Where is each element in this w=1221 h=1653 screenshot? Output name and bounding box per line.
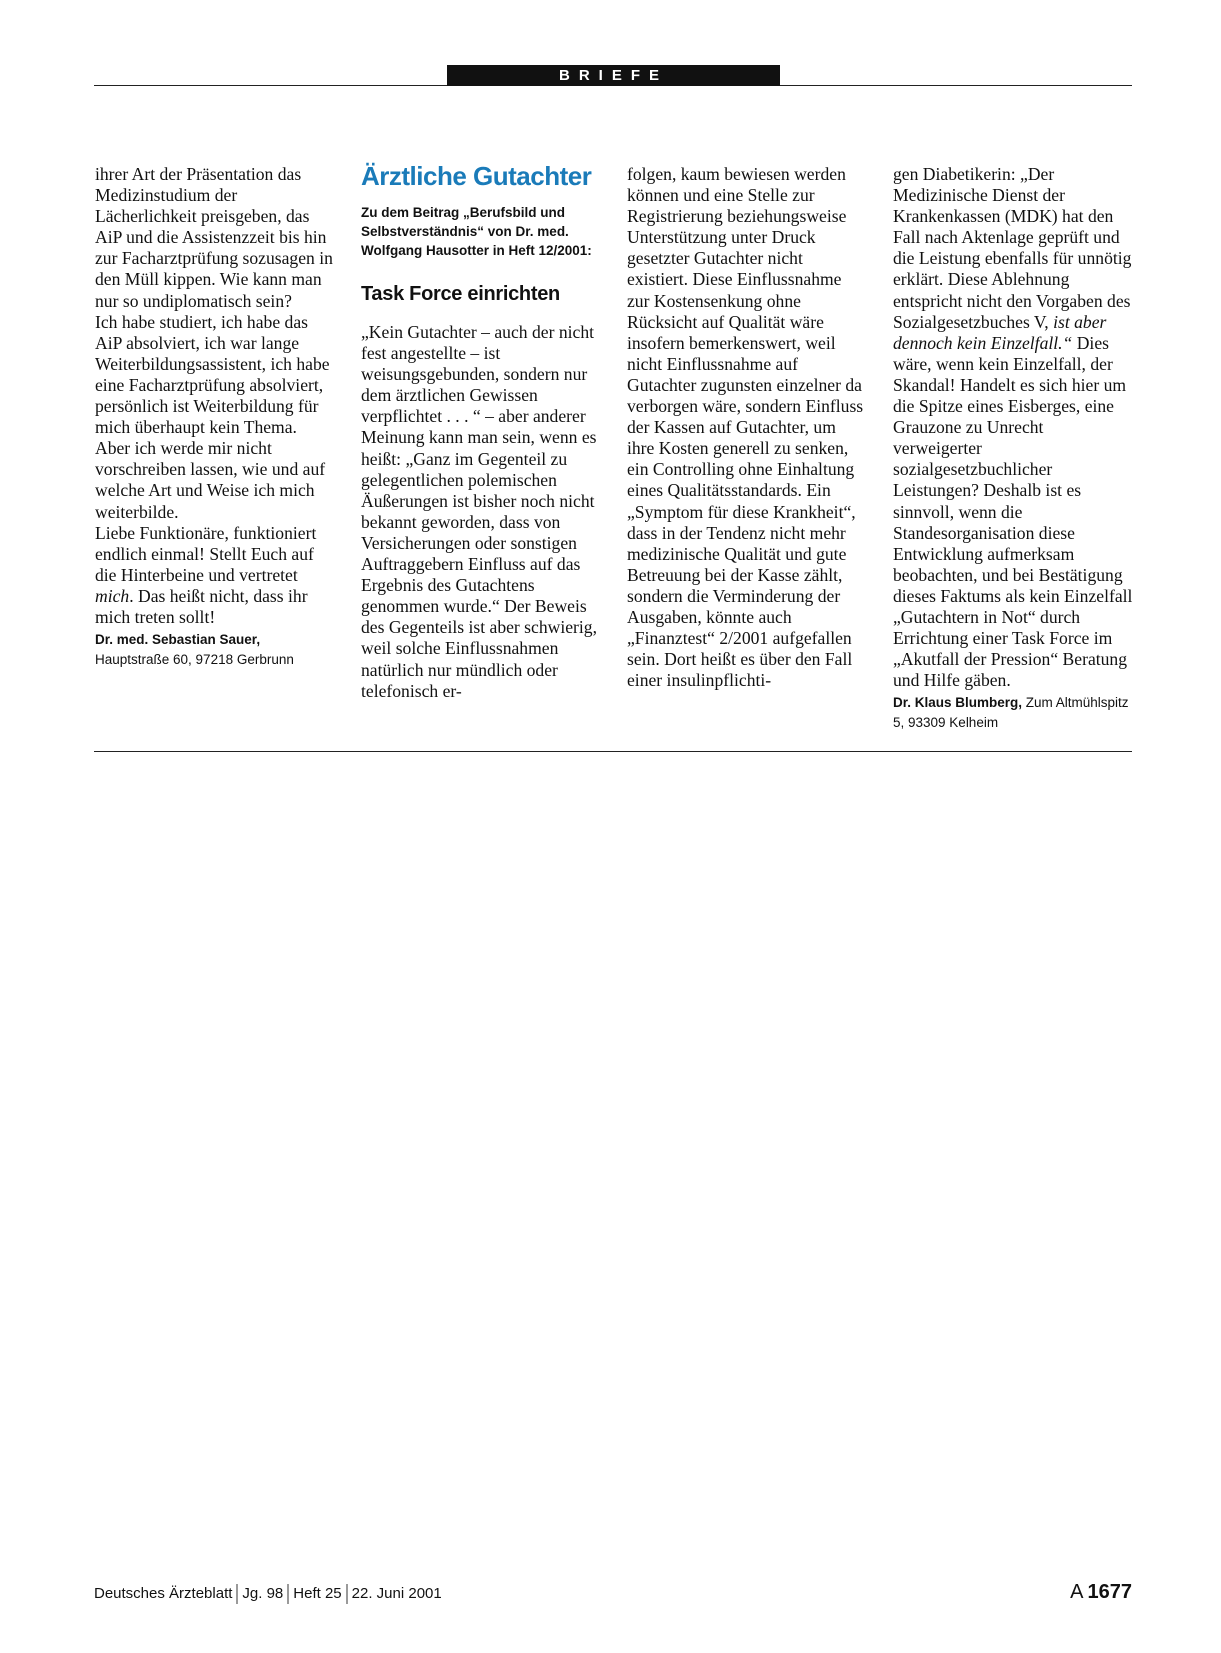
letter-paragraph: Ich habe studiert, ich habe das AiP absolviert, ich war lange Weiterbildungsassistent, ich habe eine Facharztprüfung absolviert, persönlich ist Weiterbildung für mich überhaupt kein Thema. Aber ich werde mir nicht vorschreiben lassen, wie und auf welche Art und Weise ich mich weiterbilde. xyxy=(95,311,330,522)
article-column-2 xyxy=(361,161,601,702)
footer-separator xyxy=(236,1584,238,1604)
journal-volume: Jg. 98 xyxy=(242,1585,284,1602)
page-prefix: A xyxy=(1070,1581,1084,1603)
section-header: BRIEFE xyxy=(447,65,780,86)
footer-separator xyxy=(287,1584,289,1604)
bottom-rule xyxy=(94,751,1132,752)
journal-date: 22. Juni 2001 xyxy=(351,1585,442,1602)
page-footer xyxy=(94,1584,442,1604)
article-column-3 xyxy=(627,164,867,691)
journal-issue: Heft 25 xyxy=(293,1585,342,1602)
signature-address: Zum Altmühlspitz 5, 93309 Kelheim xyxy=(893,695,1129,731)
emphasis: ist aber dennoch kein Einzelfall.“ xyxy=(893,311,1107,353)
letter-column-1 xyxy=(95,164,335,670)
signature-name: Dr. med. Sebastian Sauer, xyxy=(95,632,261,648)
article-title: Ärztliche Gutachter xyxy=(361,161,592,191)
article-signature xyxy=(893,693,1133,733)
article-column-4 xyxy=(893,164,1133,733)
letter-signature xyxy=(95,630,335,670)
article-body: „Kein Gutachter – auch der nicht fest angestellte – ist weisungsgebunden, sondern nur dem ärztlichen Gewissen verpflichtet . . . “ – aber anderer Meinung kann man sein, wenn es heißt: „Ganz im Gegenteil zu gelegentlichen polemischen Äußerungen ist bisher noch nicht bekannt geworden, dass von Versicherungen oder sonstigen Auftraggebern Einfluss auf das Ergebnis des Gutachtens genommen wurde.“ Der Beweis des Gegenteils ist aber schwierig, weil solche Einflussnahmen natürlich nur mündlich oder telefonisch er- xyxy=(361,322,597,701)
journal-name: Deutsches Ärzteblatt xyxy=(94,1585,233,1602)
letter-paragraph: Liebe Funktionäre, funktioniert endlich einmal! Stellt Euch auf die Hinterbeine und vertretet mich. Das heißt nicht, dass ihr mich treten sollt! xyxy=(95,522,317,627)
signature-name: Dr. Klaus Blumberg, xyxy=(893,695,1023,711)
signature-address: Hauptstraße 60, 97218 Gerbrunn xyxy=(95,652,294,668)
article-body: gen Diabetikerin: „Der Medizinische Dienst der Krankenkassen (MDK) hat den Fall nach Aktenlage geprüft und die Leistung ebenfalls für unnötig erklärt. Diese Ablehnung entspricht nicht den Vorgaben des Sozialgesetzbuches V, ist aber dennoch kein Einzelfall.“ Dies wäre, wenn kein Einzelfall, der Skandal! Handelt es sich hier um die Spitze eines Eisberges, eine Grauzone zu Unrecht verweigerter sozialgesetzbuchlicher Leistungen? Deshalb ist es sinnvoll, wenn die Standesorganisation diese Entwicklung aufmerksam beobachten, und bei Bestätigung dieses Faktums als kein Einzelfall „Gutachtern in Not“ durch Errichtung einer Task Force im „Akutfall der Pression“ Beratung und Hilfe gäben. xyxy=(893,164,1133,691)
letter-paragraph: ihrer Art der Präsentation das Medizinstudium der Lächerlichkeit preisgeben, das AiP und die Assistenzzeit bis hin zur Facharztprüfung sozusagen in den Müll kippen. Wie kann man nur so undiplomatisch sein? xyxy=(95,164,333,311)
article-body: folgen, kaum bewiesen werden können und eine Stelle zur Registrierung beziehungsweise Unterstützung unter Druck gesetzter Gutachter nicht existiert. Diese Einflussnahme zur Kostensenkung ohne Rücksicht auf Qualität wäre insofern bemerkenswert, weil nicht Einflussnahme auf Gutachter zugunsten einzelner da verborgen wäre, sondern Einfluss der Kassen auf Gutachter, um ihre Kosten generell zu senken, ein Controlling ohne Einhaltung eines Qualitätsstandards. Ein „Symptom für diese Krankheit“, dass in der Tendenz nicht mehr medizinische Qualität und gute Betreuung bei der Kasse zählt, sondern die Verminderung der Ausgaben, könnte auch „Finanztest“ 2/2001 aufgefallen sein. Dort heißt es über den Fall einer insulinpflichti- xyxy=(627,164,864,691)
footer-separator xyxy=(346,1584,348,1604)
article-subhead: Task Force einrichten xyxy=(361,283,560,305)
page-number-value: 1677 xyxy=(1087,1581,1132,1603)
article-reference: Zu dem Beitrag „Berufsbild und Selbstverständnis“ von Dr. med. Wolfgang Hausotter in Heft 12/2001: xyxy=(361,205,592,258)
page-number xyxy=(1070,1580,1132,1604)
emphasis: mich xyxy=(95,585,130,606)
